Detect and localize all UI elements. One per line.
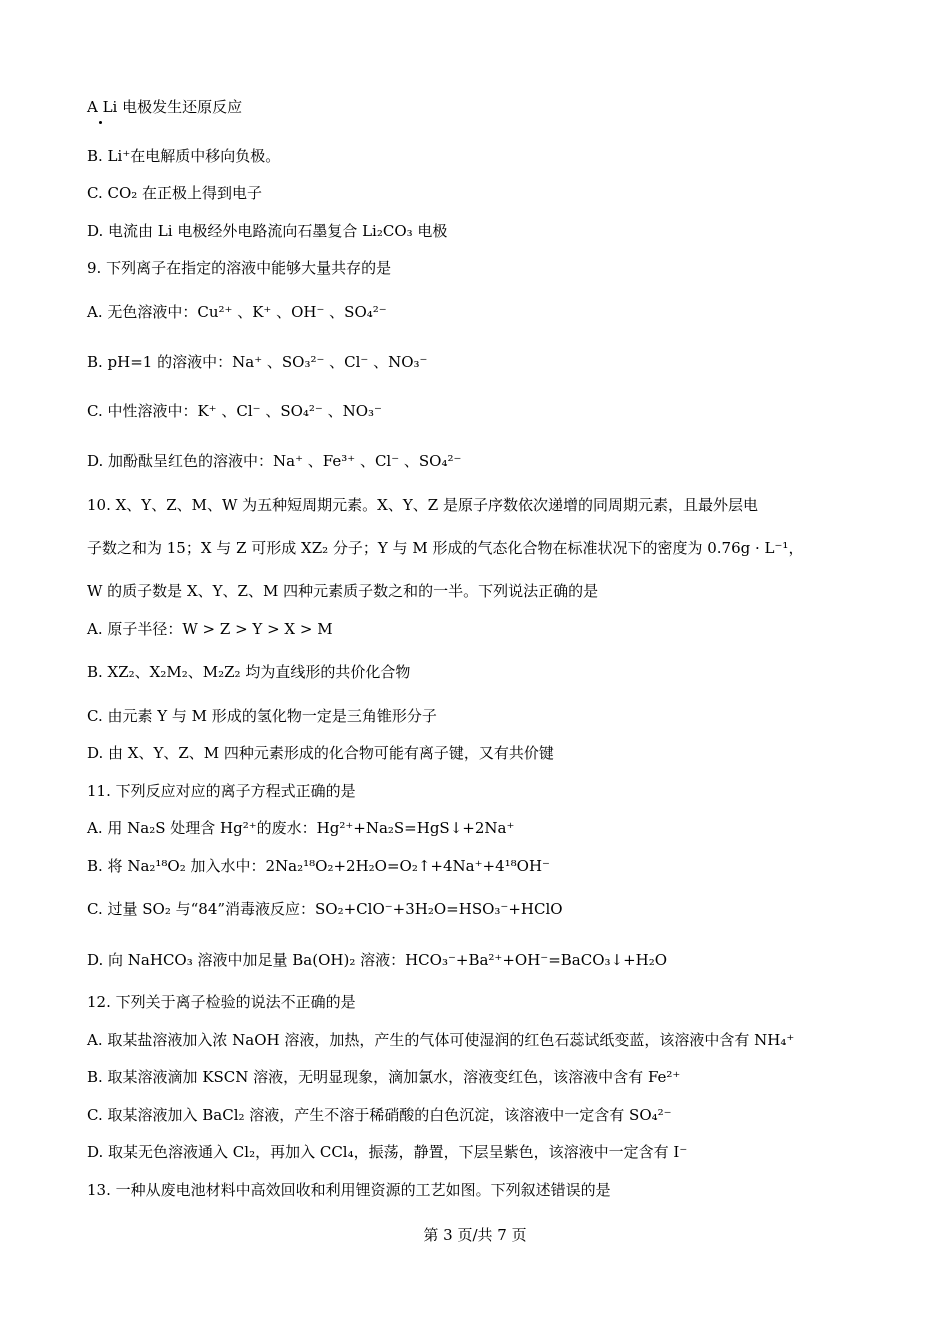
q10-stem-line-1: 10. X、Y、Z、M、W 为五种短周期元素。X、Y、Z 是原子序数依次递增的同周期元素，且最外层电: [87, 496, 758, 514]
q11-option-a: A. 用 Na₂S 处理含 Hg²⁺的废水：Hg²⁺+Na₂S=HgS↓+2Na⁺: [87, 819, 515, 837]
q8-option-d: D. 电流由 Li 电极经外电路流向石墨复合 Li₂CO₃ 电极: [87, 222, 448, 240]
q9-option-a: A. 无色溶液中：Cu²⁺ 、K⁺ 、OH⁻ 、SO₄²⁻: [87, 303, 387, 321]
q12-stem: 12. 下列关于离子检验的说法不正确的是: [87, 993, 356, 1011]
q9-option-d: D. 加酚酞呈红色的溶液中：Na⁺ 、Fe³⁺ 、Cl⁻ 、SO₄²⁻: [87, 452, 462, 470]
q8-option-b: B. Li⁺在电解质中移向负极。: [87, 147, 281, 165]
page-footer: 第 3 页/共 7 页: [423, 1226, 527, 1244]
q11-option-b: B. 将 Na₂¹⁸O₂ 加入水中：2Na₂¹⁸O₂+2H₂O=O₂↑+4Na⁺+4¹⁸OH⁻: [87, 857, 550, 875]
stray-dot-mark: [99, 121, 102, 124]
q9-stem: 9. 下列离子在指定的溶液中能够大量共存的是: [87, 259, 392, 277]
q10-option-b: B. XZ₂、X₂M₂、M₂Z₂ 均为直线形的共价化合物: [87, 663, 411, 681]
q13-stem: 13. 一种从废电池材料中高效回收和利用锂资源的工艺如图。下列叙述错误的是: [87, 1181, 611, 1199]
q10-option-c: C. 由元素 Y 与 M 形成的氢化物一定是三角锥形分子: [87, 707, 437, 725]
q12-option-b: B. 取某溶液滴加 KSCN 溶液，无明显现象，滴加氯水，溶液变红色，该溶液中含有 Fe²⁺: [87, 1068, 681, 1086]
q8-option-c: C. CO₂ 在正极上得到电子: [87, 184, 263, 202]
q11-stem: 11. 下列反应对应的离子方程式正确的是: [87, 782, 356, 800]
q10-stem-line-3: W 的质子数是 X、Y、Z、M 四种元素质子数之和的一半。下列说法正确的是: [87, 582, 599, 600]
q11-option-d: D. 向 NaHCO₃ 溶液中加足量 Ba(OH)₂ 溶液：HCO₃⁻+Ba²⁺+OH⁻=BaCO₃↓+H₂O: [87, 951, 668, 969]
q9-option-c: C. 中性溶液中：K⁺ 、Cl⁻ 、SO₄²⁻ 、NO₃⁻: [87, 402, 382, 420]
q10-stem-line-2: 子数之和为 15；X 与 Z 可形成 XZ₂ 分子；Y 与 M 形成的气态化合物在标准状况下的密度为 0.76g · L⁻¹，: [87, 539, 804, 557]
q11-option-c: C. 过量 SO₂ 与“84”消毒液反应：SO₂+ClO⁻+3H₂O=HSO₃⁻+HClO: [87, 900, 563, 918]
q10-option-d: D. 由 X、Y、Z、M 四种元素形成的化合物可能有离子键，又有共价键: [87, 744, 554, 762]
q12-option-c: C. 取某溶液加入 BaCl₂ 溶液，产生不溶于稀硝酸的白色沉淀，该溶液中一定含有 SO₄²⁻: [87, 1106, 672, 1124]
q10-option-a: A. 原子半径：W > Z > Y > X > M: [87, 620, 333, 638]
q8-option-a: A Li 电极发生还原反应: [87, 98, 243, 116]
q12-option-a: A. 取某盐溶液加入浓 NaOH 溶液，加热，产生的气体可使湿润的红色石蕊试纸变蓝，该溶液中含有 NH₄⁺: [87, 1031, 795, 1049]
q12-option-d: D. 取某无色溶液通入 Cl₂，再加入 CCl₄，振荡，静置，下层呈紫色，该溶液中一定含有 I⁻: [87, 1143, 688, 1161]
q9-option-b: B. pH=1 的溶液中：Na⁺ 、SO₃²⁻ 、Cl⁻ 、NO₃⁻: [87, 353, 428, 371]
